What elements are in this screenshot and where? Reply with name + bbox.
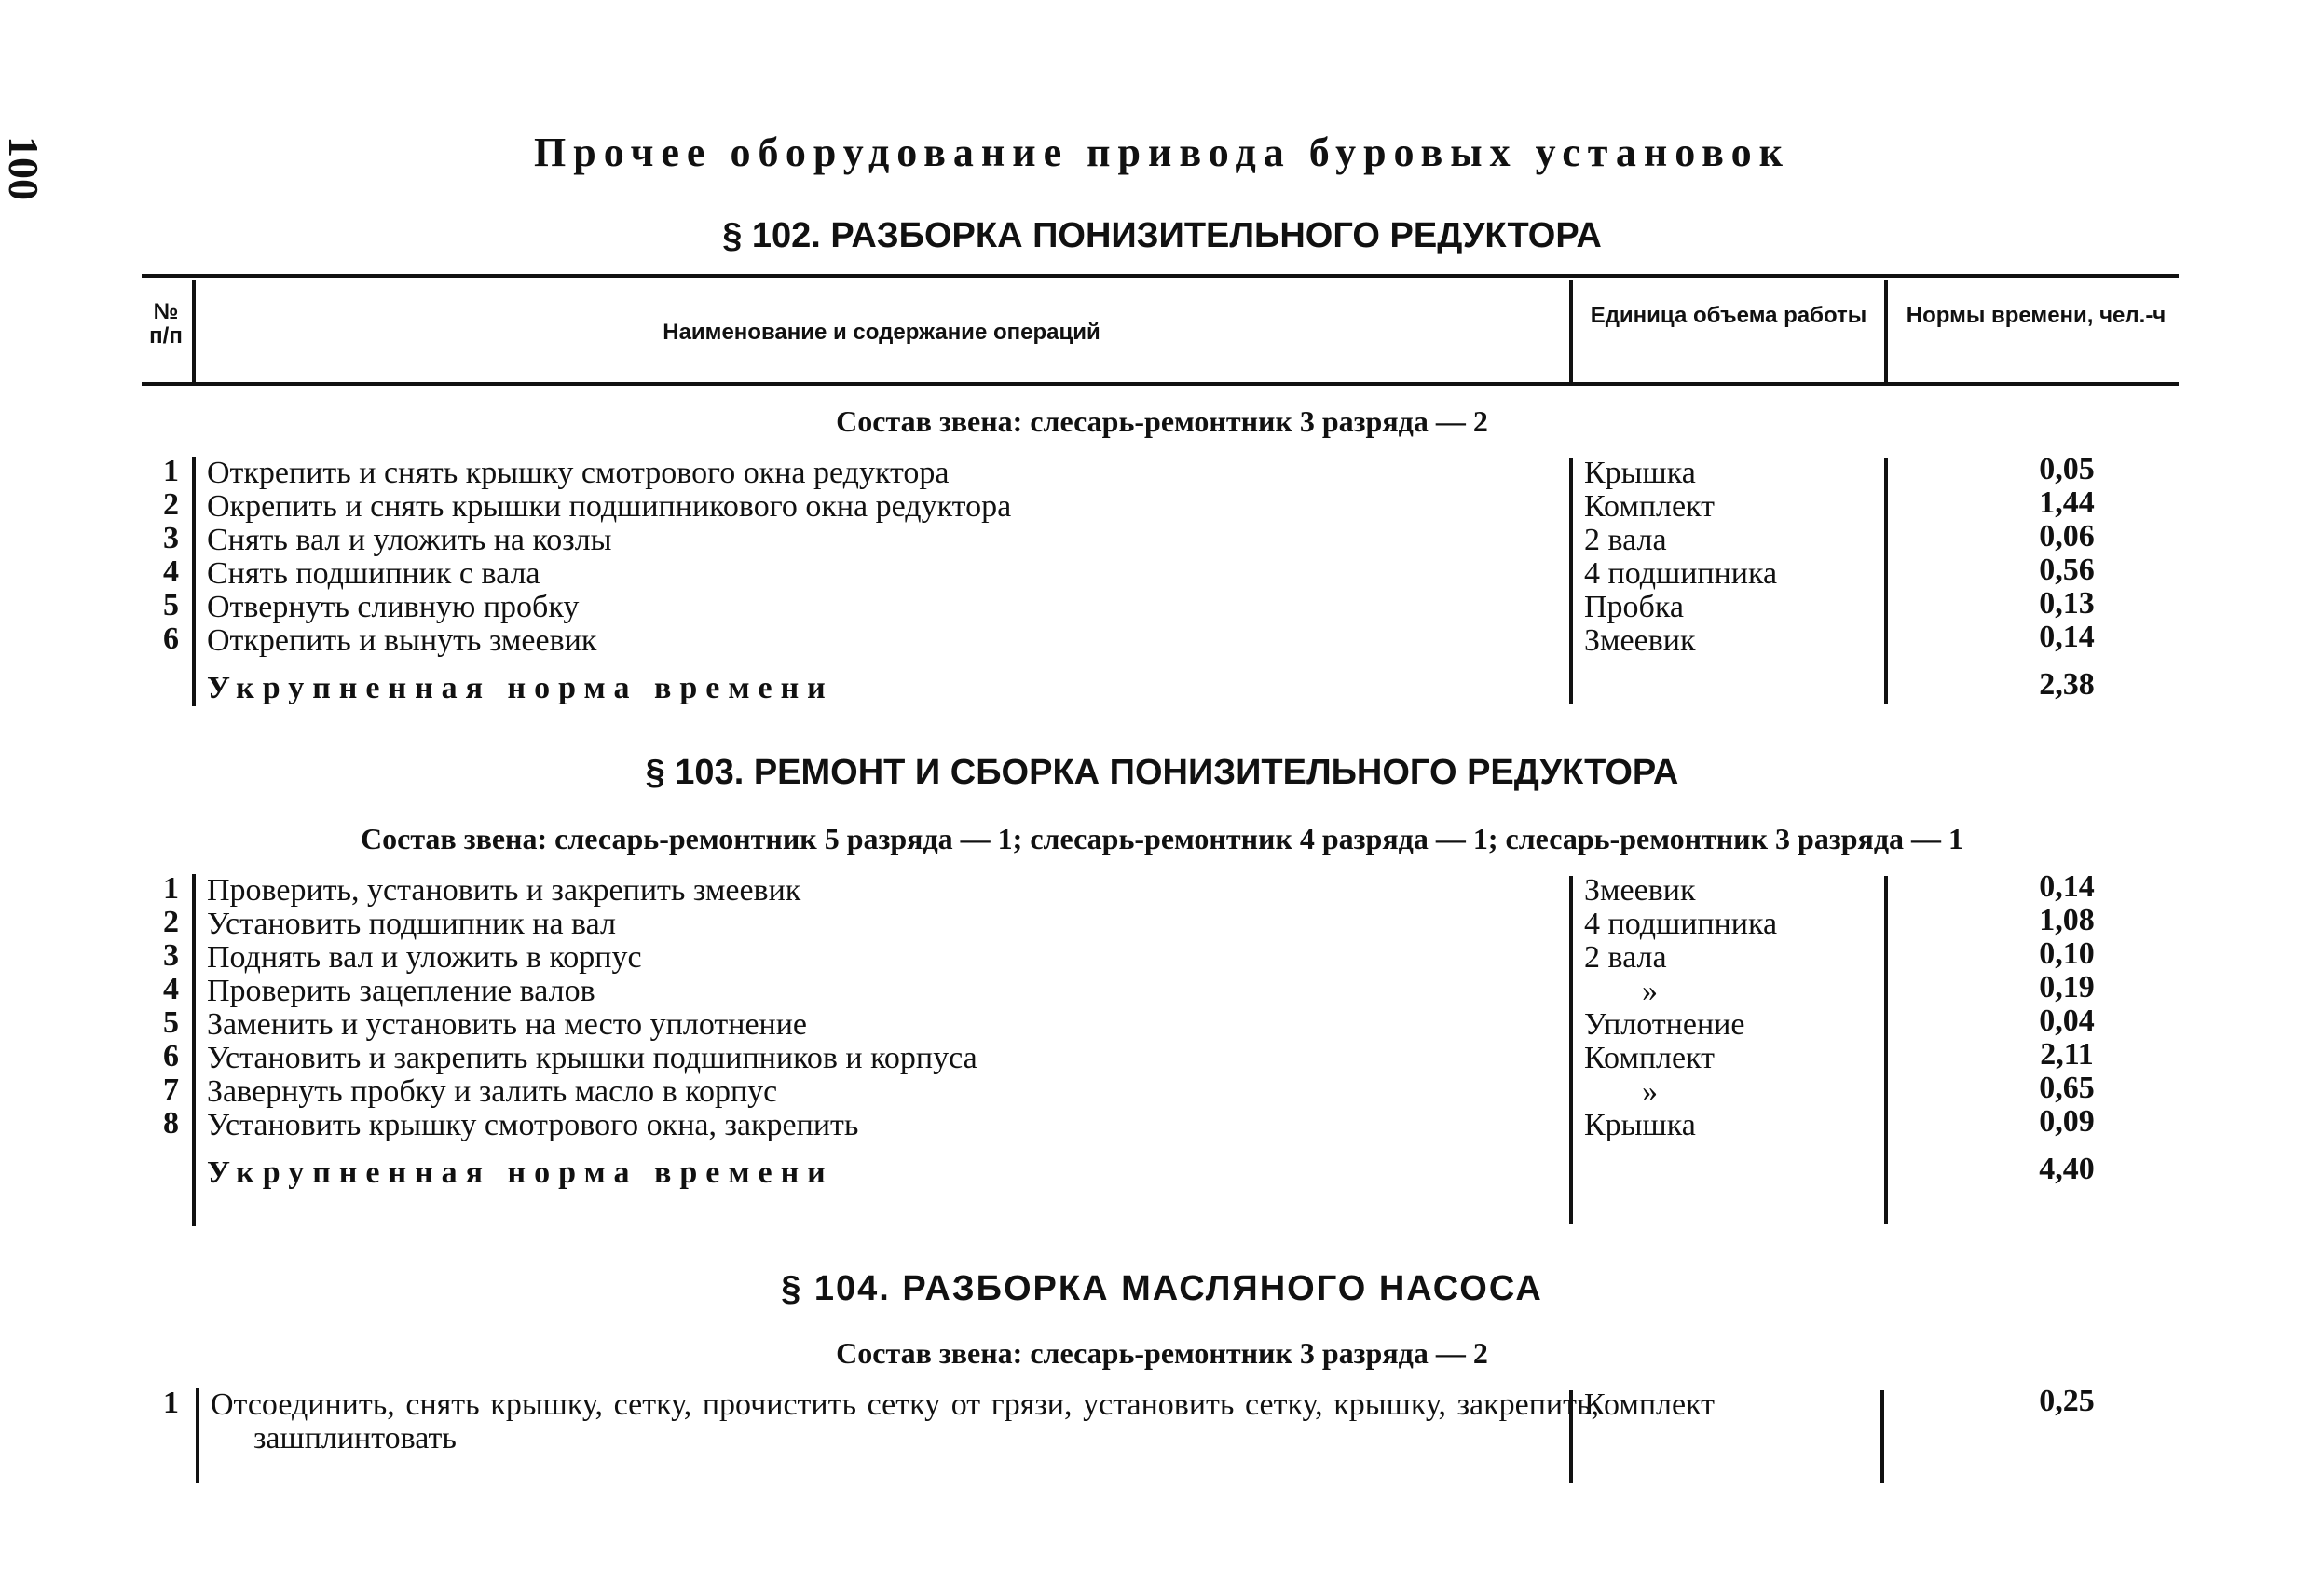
section-104-title: § 104. РАЗБОРКА МАСЛЯНОГО НАСОСА <box>781 1269 1543 1308</box>
operation-name: Установить подшипник на вал <box>207 907 616 941</box>
time-norm: 0,14 <box>2039 620 2095 654</box>
table-top-rule <box>142 274 2179 278</box>
section-103-operations <box>207 874 977 1142</box>
work-unit: Крышка <box>1584 1108 1696 1142</box>
work-unit: Комплект <box>1584 489 1716 524</box>
header-norm: Нормы времени, чел.-ч <box>1906 303 2167 328</box>
time-norm: 0,05 <box>2039 452 2095 486</box>
work-unit: Крышка <box>1584 456 1696 490</box>
section-103-crew: Состав звена: слесарь-ремонтник 5 разряда — 1; слесарь-ремонтник 4 разряда — 1; слесарь-ремонтник 3 разряда — 1 <box>361 822 1963 855</box>
row-number: 2 <box>163 905 179 939</box>
row-number: 4 <box>163 972 179 1006</box>
work-unit: 4 подшипника <box>1584 907 1778 941</box>
header-name: Наименование и содержание операций <box>663 320 1100 345</box>
operation-name: Открепить и вынуть змеевик <box>207 623 597 658</box>
work-unit: Уплотнение <box>1584 1007 1745 1042</box>
time-norm: 0,04 <box>2039 1004 2095 1038</box>
column-divider <box>1880 1390 1884 1483</box>
section-102-operations <box>207 457 1011 658</box>
operation-name: Открепить и снять крышку смотрового окна редуктора <box>207 456 950 490</box>
column-divider <box>1569 876 1573 1224</box>
time-norm: 2,11 <box>2040 1037 2094 1072</box>
work-unit: 2 вала <box>1584 940 1667 975</box>
work-unit: » <box>1642 974 1658 1008</box>
section-102-title: § 102. РАЗБОРКА ПОНИЗИТЕЛЬНОГО РЕДУКТОРА <box>722 216 1602 255</box>
chapter-title: Прочее оборудование привода буровых установок <box>534 130 1790 175</box>
section-103-norms <box>1957 870 2177 1139</box>
header-num: № п/п <box>149 299 183 348</box>
time-norm: 0,09 <box>2039 1104 2095 1139</box>
operation-name: Завернуть пробку и залить масло в корпус <box>207 1074 778 1109</box>
row-number: 4 <box>163 554 179 589</box>
row-number: 3 <box>163 938 179 973</box>
time-norm: 0,14 <box>2039 869 2095 904</box>
column-divider <box>192 280 196 382</box>
column-divider <box>1884 876 1888 1224</box>
section-103-total-value: 4,40 <box>2039 1152 2095 1186</box>
operation-name: Поднять вал и уложить в корпус <box>207 940 642 975</box>
operation-name: Установить и закрепить крышки подшипников и корпуса <box>207 1041 977 1075</box>
time-norm: 0,65 <box>2039 1071 2095 1105</box>
time-norm: 1,08 <box>2039 903 2095 937</box>
time-norm: 0,10 <box>2039 936 2095 971</box>
column-divider <box>192 457 196 706</box>
column-divider <box>1884 458 1888 704</box>
operation-name: Проверить зацепление валов <box>207 974 595 1008</box>
column-divider <box>1569 280 1573 382</box>
row-number: 6 <box>163 1039 179 1073</box>
section-103-units <box>1584 874 1777 1142</box>
row-number: 5 <box>163 588 179 622</box>
work-unit: Змеевик <box>1584 623 1696 658</box>
time-norm: 0,13 <box>2039 586 2095 621</box>
row-number: 6 <box>163 622 179 656</box>
column-divider <box>196 1388 199 1483</box>
section-102-norms <box>1957 453 2177 654</box>
row-number: 3 <box>163 521 179 555</box>
time-norm: 0,19 <box>2039 970 2095 1004</box>
section-104-crew: Состав звена: слесарь-ремонтник 3 разряда — 2 <box>836 1336 1488 1370</box>
time-norm: 1,44 <box>2039 485 2095 520</box>
section-102-total-value: 2,38 <box>2039 667 2095 702</box>
time-norm: 0,25 <box>2039 1384 2095 1418</box>
column-divider <box>1569 458 1573 704</box>
row-number: 5 <box>163 1005 179 1040</box>
operation-name: Снять вал и уложить на козлы <box>207 523 612 557</box>
table-header-rule <box>142 382 2179 386</box>
operation-name: Отвернуть сливную пробку <box>207 590 580 624</box>
row-number: 2 <box>163 487 179 522</box>
row-number: 7 <box>163 1072 179 1107</box>
work-unit: » <box>1642 1074 1658 1109</box>
row-number: 1 <box>163 1386 179 1420</box>
operation-name: Снять подшипник с вала <box>207 556 540 591</box>
operation-name: Заменить и установить на место уплотнение <box>207 1007 808 1042</box>
operation-name: Установить крышку смотрового окна, закрепить <box>207 1108 859 1142</box>
work-unit: Комплект <box>1584 1041 1716 1075</box>
operation-name: Отсоединить, снять крышку, сетку, прочистить сетку от грязи, установить сетку, крышку, закрепить, зашплинтовать <box>211 1387 1599 1455</box>
row-number: 1 <box>163 454 179 488</box>
section-103-title: § 103. РЕМОНТ И СБОРКА ПОНИЗИТЕЛЬНОГО РЕДУКТОРА <box>645 753 1679 792</box>
section-102-total-label: Укрупненная норма времени <box>207 671 834 705</box>
column-divider <box>192 874 196 1226</box>
work-unit: 4 подшипника <box>1584 556 1778 591</box>
operation-name: Окрепить и снять крышки подшипникового окна редуктора <box>207 489 1012 524</box>
section-103-total-label: Укрупненная норма времени <box>207 1155 834 1190</box>
header-unit: Единица объема работы <box>1590 303 1867 328</box>
section-102-numbers <box>140 455 179 656</box>
section-103-numbers <box>140 872 179 1141</box>
operation-name: Проверить, установить и закрепить змеевик <box>207 873 801 908</box>
section-102-crew: Состав звена: слесарь-ремонтник 3 разряда — 2 <box>836 404 1488 438</box>
row-number: 1 <box>163 871 179 906</box>
page-number: 100 <box>0 136 48 200</box>
time-norm: 0,06 <box>2039 519 2095 553</box>
row-number: 8 <box>163 1106 179 1141</box>
work-unit: Змеевик <box>1584 873 1696 908</box>
time-norm: 0,56 <box>2039 553 2095 587</box>
work-unit: Пробка <box>1584 590 1684 624</box>
work-unit: Комплект <box>1584 1387 1716 1422</box>
section-102-units <box>1584 457 1777 658</box>
column-divider <box>1884 280 1888 382</box>
work-unit: 2 вала <box>1584 523 1667 557</box>
